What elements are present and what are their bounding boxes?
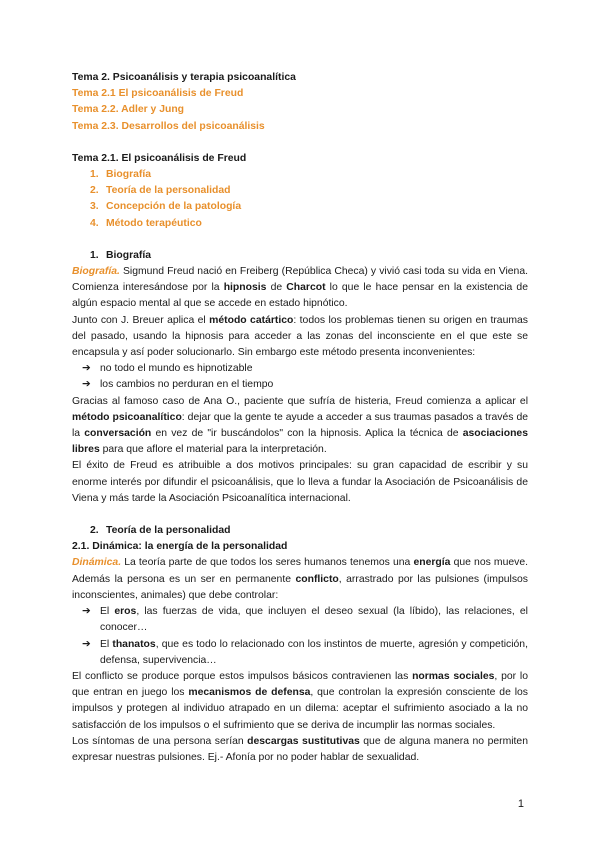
arrow-icon: ➔ xyxy=(82,379,91,391)
toc-title: Tema 2. Psicoanálisis y terapia psicoanalítica xyxy=(72,72,296,83)
teoria-paragraph-1: Dinámica. La teoría parte de que todos los seres humanos tenemos una energía que nos mueve. Además la persona es un ser en permanente conflicto, arrastrado por las pulsiones (impulsos inconscientes, animales) que debe controlar: xyxy=(72,557,529,601)
heading-biografia: 1. Biografía xyxy=(90,249,152,261)
pulsiones-list xyxy=(72,604,528,669)
list-item: ➔ no todo el mundo es hipnotizable xyxy=(82,361,528,377)
bio-paragraph-1: Biografía. Sigmund Freud nació en Freiberg (República Checa) y vivió casi toda su vida en Viena. Comienza interesándose por la hipnosis de Charcot lo que le hace pensar en la existencia de algún espacio mental al que se accede en estado hipnótico. xyxy=(72,266,528,310)
bio-paragraph-4: El éxito de Freud es atribuible a dos motivos principales: su gran capacidad de escribir y su enorme interés por difundir el psicoanálisis, que lo lleva a fundar la Asociación de Psicoanálisis de Viena y más tarde la Asociación Psicoanalítica internacional. xyxy=(72,460,528,504)
toc-link-2-3[interactable]: Tema 2.3. Desarrollos del psicoanálisis xyxy=(72,120,265,132)
bio-inconvenientes-list xyxy=(72,361,528,393)
subtopic-link-4[interactable]: 4. Método terapéutico xyxy=(90,217,202,229)
bio-paragraph-3: Gracias al famoso caso de Ana O., paciente que sufría de histeria, Freud comienza a aplicar el método psicoanalítico: dejar que la gente te ayude a acceder a sus traumas pasados a través de la conversación en vez de "ir buscándolos" con la hipnosis. Aplica la técnica de asociaciones libres para que aflore el material para la interpretación. xyxy=(72,395,528,456)
subtopic-link-3[interactable]: 3. Concepción de la patología xyxy=(90,201,242,213)
list-item: ➔ los cambios no perduran en el tiempo xyxy=(82,377,528,393)
arrow-icon: ➔ xyxy=(82,363,91,375)
heading-teoria: 2. Teoría de la personalidad xyxy=(90,525,231,537)
table-of-contents xyxy=(72,70,528,135)
list-item: ➔ El eros, las fuerzas de vida, que incluyen el deseo sexual (la líbido), las relaciones, el conocer… xyxy=(82,606,528,634)
section-subtopics xyxy=(72,167,528,232)
section-title-2-1: Tema 2.1. El psicoanálisis de Freud xyxy=(72,152,247,164)
subtopic-link-2[interactable]: 2. Teoría de la personalidad xyxy=(90,185,231,197)
page-number: 1 xyxy=(517,798,524,810)
subheading-dinamica: 2.1. Dinámica: la energía de la personalidad xyxy=(72,541,288,553)
toc-link-2-1[interactable]: Tema 2.1 El psicoanálisis de Freud xyxy=(72,88,244,100)
teoria-paragraph-3: Los síntomas de una persona serían descargas sustitutivas que de alguna manera no permiten expresar nuestras pulsiones. Ej.- Afonía por no poder hablar de sexualidad. xyxy=(72,735,528,763)
bio-paragraph-2: Junto con J. Breuer aplica el método catártico: todos los problemas tienen su origen en traumas del pasado, usando la hipnosis para acceder a las zonas del inconsciente en el que este se encapsula y así poder solucionarlo. Sin embargo este método presenta inconvenientes: xyxy=(72,314,528,359)
teoria-paragraph-2: El conflicto se produce porque estos impulsos básicos contravienen las normas sociales, por lo que entran en juego los mecanismos de defensa, que controlan la expresión consciente de los impulsos y protegen al individuo atrapado en un dilema: aceptar el sufrimiento asociado a la no satisfacción de los impulsos o el sufrimiento que se deriva de incumplir las normas sociales. xyxy=(72,670,529,731)
list-item: ➔ El thanatos, que es todo lo relacionado con los instintos de muerte, agresión y competición, defensa, supervivencia… xyxy=(82,638,528,666)
toc-link-2-2[interactable]: Tema 2.2. Adler y Jung xyxy=(72,104,185,116)
arrow-icon: ➔ xyxy=(82,606,91,618)
subtopic-link-1[interactable]: 1. Biografía xyxy=(90,169,152,181)
document-page xyxy=(72,70,528,766)
arrow-icon: ➔ xyxy=(82,638,91,650)
